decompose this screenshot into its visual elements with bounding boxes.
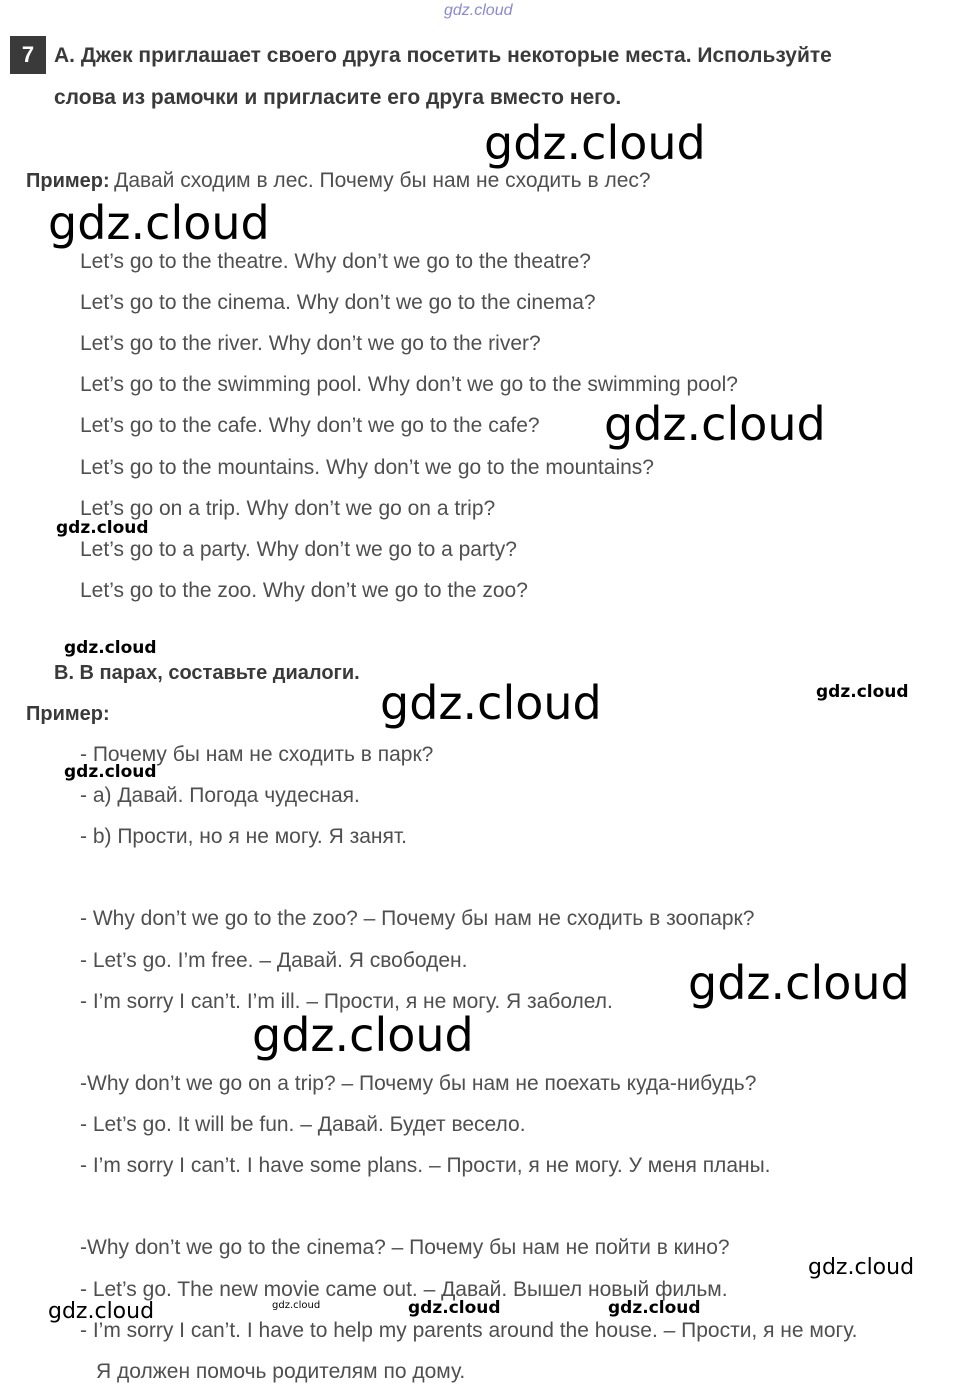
watermark-small: gdz.cloud: [56, 518, 149, 538]
example-a-label: Пример:: [26, 170, 110, 192]
dialogue-line: - Let’s go. The new movie came out. – Давай. Вышел новый фильм.: [80, 1278, 728, 1301]
dialogue-line: -Why don’t we go to the cinema? – Почему бы нам не пойти в кино?: [80, 1236, 730, 1259]
watermark-small: gdz.cloud: [608, 1298, 701, 1318]
watermark-large: gdz.cloud: [252, 1008, 474, 1062]
dialogue-line: - Let’s go. It will be fun. – Давай. Будет весело.: [80, 1113, 526, 1136]
answer-a-line: Let’s go to the mountains. Why don’t we go to the mountains?: [80, 456, 654, 479]
answer-a-line: Let’s go to the swimming pool. Why don’t we go to the swimming pool?: [80, 373, 738, 396]
watermark-large: gdz.cloud: [380, 676, 602, 730]
watermark-large: gdz.cloud: [604, 397, 826, 451]
watermark-small: gdz.cloud: [808, 1255, 915, 1280]
watermark-small: gdz.cloud: [64, 638, 157, 658]
example-b-line: - b) Прости, но я не могу. Я занят.: [80, 825, 407, 848]
example-a-text: Давай сходим в лес. Почему бы нам не сходить в лес?: [114, 169, 651, 192]
dialogue-line: -Why don’t we go on a trip? – Почему бы нам не поехать куда-нибудь?: [80, 1072, 757, 1095]
answer-a-line: Let’s go to the cafe. Why don’t we go to the cafe?: [80, 414, 540, 437]
answer-a-line: Let’s go on a trip. Why don’t we go on a trip?: [80, 497, 496, 520]
dialogue-line: Я должен помочь родителям по дому.: [96, 1360, 466, 1383]
dialogue-line: - I’m sorry I can’t. I’m ill. – Прости, я не могу. Я заболел.: [80, 990, 613, 1013]
watermark-tiny: gdz.cloud: [272, 1300, 321, 1311]
answer-a-line: Let’s go to the cinema. Why don’t we go to the cinema?: [80, 291, 596, 314]
example-b-line: - Почему бы нам не сходить в парк?: [80, 743, 434, 766]
dialogue-line: - Why don’t we go to the zoo? – Почему бы нам не сходить в зоопарк?: [80, 907, 755, 930]
part-b-title: B. В парах, составьте диалоги.: [54, 662, 360, 684]
part-a-title-line1: A. Джек приглашает своего друга посетить некоторые места. Используйте: [54, 44, 832, 67]
watermark-small: gdz.cloud: [408, 1298, 501, 1318]
watermark-small: gdz.cloud: [816, 682, 909, 702]
site-header-watermark: gdz.cloud: [444, 2, 513, 19]
watermark-large: gdz.cloud: [48, 196, 270, 250]
dialogue-line: - Let’s go. I’m free. – Давай. Я свободен.: [80, 949, 468, 972]
watermark-large: gdz.cloud: [688, 956, 910, 1010]
watermark-small: gdz.cloud: [64, 762, 157, 782]
example-a: [26, 169, 651, 193]
part-a-title-line2: слова из рамочки и пригласите его друга вместо него.: [54, 86, 622, 109]
dialogue-line: - I’m sorry I can’t. I have some plans. – Прости, я не могу. У меня планы.: [80, 1154, 771, 1177]
watermark-large: gdz.cloud: [484, 116, 706, 170]
answer-a-line: Let’s go to the river. Why don’t we go to the river?: [80, 332, 541, 355]
example-b-label: Пример:: [26, 703, 110, 725]
watermark-small: gdz.cloud: [48, 1299, 155, 1324]
answer-a-line: Let’s go to a party. Why don’t we go to a party?: [80, 538, 517, 561]
example-b-line: - a) Давай. Погода чудесная.: [80, 784, 360, 807]
dialogue-line: - I’m sorry I can’t. I have to help my parents around the house. – Прости, я не могу.: [80, 1319, 858, 1342]
answer-a-line: Let’s go to the zoo. Why don’t we go to the zoo?: [80, 579, 528, 602]
exercise-number-badge: 7: [10, 36, 46, 74]
answer-a-line: Let’s go to the theatre. Why don’t we go to the theatre?: [80, 250, 591, 273]
